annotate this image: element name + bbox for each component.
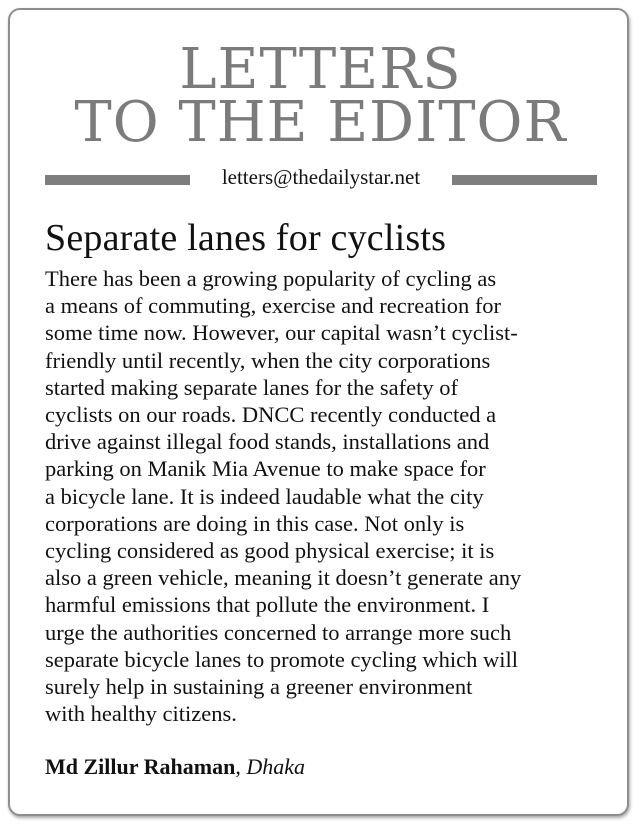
body-line: cyclists on our roads. DNCC recently conducted a xyxy=(45,402,497,428)
body-line: urge the authorities concerned to arrange more such xyxy=(45,619,512,645)
body-line: cycling considered as good physical exercise; it is xyxy=(45,538,495,564)
body-line: friendly until recently, when the city corporations xyxy=(45,347,491,373)
body-line: There has been a growing popularity of cycling as xyxy=(45,266,497,291)
body-line: a means of commuting, exercise and recreation for xyxy=(45,293,502,319)
body-line: separate bicycle lanes to promote cycling which will xyxy=(45,646,518,672)
masthead-title-line2: TO THE EDITOR xyxy=(74,90,567,155)
body-line: harmful emissions that pollute the environment. I xyxy=(45,592,490,618)
divider-rule-right xyxy=(452,175,597,185)
body-line: some time now. However, our capital wasn’t cyclist- xyxy=(45,320,518,346)
body-line: started making separate lanes for the safety of xyxy=(45,374,458,400)
email-row xyxy=(45,164,597,190)
masthead-title-line1: LETTERS xyxy=(179,37,462,102)
body-line: corporations are doing in this case. Not only is xyxy=(45,510,465,536)
divider-rule-left xyxy=(45,175,190,185)
signature-separator: , xyxy=(235,754,247,779)
author-location: Dhaka xyxy=(246,754,305,779)
editor-email-link[interactable]: letters@thedailystar.net xyxy=(221,165,421,189)
body-line: a bicycle lane. It is indeed laudable what the city xyxy=(45,483,484,509)
body-line: also a green vehicle, meaning it doesn’t generate any xyxy=(45,565,522,591)
body-line: drive against illegal food stands, installations and xyxy=(45,429,490,455)
letter-headline: Separate lanes for cyclists xyxy=(45,217,447,259)
body-line: surely help in sustaining a greener environment xyxy=(45,674,473,700)
body-line: with healthy citizens. xyxy=(45,701,237,727)
author-name: Md Zillur Rahaman xyxy=(45,754,236,779)
letter-signature xyxy=(45,754,305,780)
body-line: parking on Manik Mia Avenue to make space for xyxy=(45,456,486,482)
letter-body xyxy=(45,265,605,727)
